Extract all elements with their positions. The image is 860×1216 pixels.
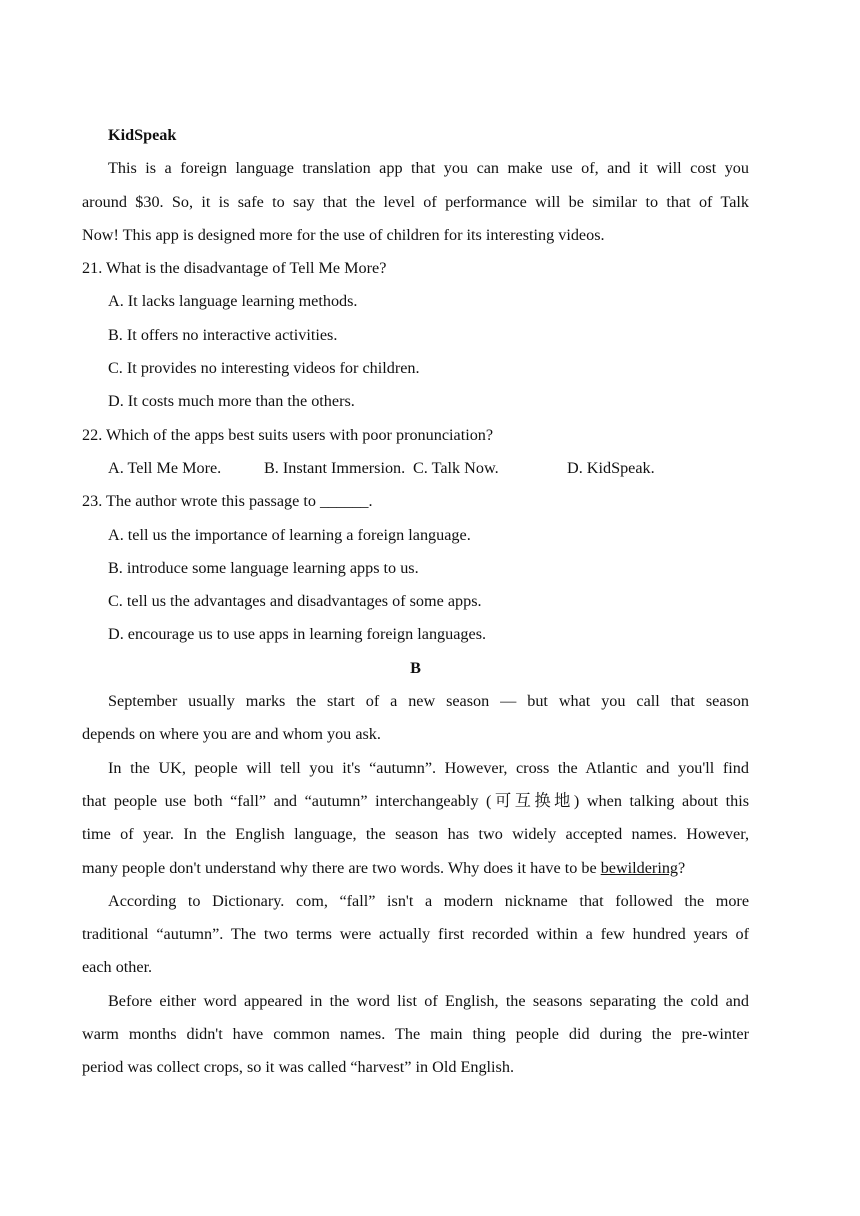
section-b-p4-line-1: Before either word appeared in the word list of English, the seasons separating the cold and [108,991,749,1010]
section-b-p3-line-2: traditional “autumn”. The two terms were actually first recorded within a few hundred years of [82,925,749,944]
section-b-p3-line-1: According to Dictionary. com, “fall” isn't a modern nickname that followed the more [108,891,749,910]
underlined-word-bewildering: bewildering [600,858,679,877]
question-22-option-b: B. Instant Immersion. [264,458,406,477]
question-21-stem: 21. What is the disadvantage of Tell Me More? [82,259,387,278]
section-b-p4-line-2: warm months didn't have common names. The main thing people did during the pre-winter [82,1025,749,1044]
section-b-p2-line-3: time of year. In the English language, the season has two widely accepted names. However, [82,825,749,844]
section-b-p1-line-2: depends on where you are and whom you ask. [82,725,381,744]
section-b-p2-line-4 [82,852,749,885]
question-21-option-b: B. It offers no interactive activities. [108,325,338,344]
kidspeak-para-line-3: Now! This app is designed more for the use of children for its interesting videos. [82,225,605,244]
page-content [82,119,749,1085]
question-23-option-b: B. introduce some language learning apps to us. [108,558,419,577]
section-b-p2-line-2: that people use both “fall” and “autumn” interchangeably (可互换地) when talking about this [82,791,749,810]
section-b-p2-line-1: In the UK, people will tell you it's “autumn”. However, cross the Atlantic and you'll find [108,758,749,777]
question-22-option-d: D. KidSpeak. [567,458,655,477]
question-22-option-c: C. Talk Now. [413,458,499,477]
question-22-options [82,452,749,485]
section-b-heading: B [410,658,421,677]
question-21-option-a: A. It lacks language learning methods. [108,292,358,311]
question-23-option-a: A. tell us the importance of learning a foreign language. [108,525,471,544]
section-b-p4-line-3: period was collect crops, so it was called “harvest” in Old English. [82,1058,514,1077]
kidspeak-title: KidSpeak [108,126,177,144]
section-b-p2-line-4-text: many people don't understand why there are two words. Why does it have to be [82,858,601,877]
question-21-option-d: D. It costs much more than the others. [108,392,355,411]
question-23-option-d: D. encourage us to use apps in learning foreign languages. [108,625,487,644]
kidspeak-para-line-2: around $30. So, it is safe to say that the level of performance will be similar to that of Talk [82,192,749,211]
question-22-stem: 22. Which of the apps best suits users with poor pronunciation? [82,425,494,444]
section-b-p1-line-1: September usually marks the start of a new season — but what you call that season [108,692,749,711]
question-23-stem: 23. The author wrote this passage to ______. [82,492,373,511]
question-21-option-c: C. It provides no interesting videos for children. [108,359,420,378]
kidspeak-para-line-1: This is a foreign language translation app that you can make use of, and it will cost you [108,159,749,178]
section-b-p3-line-3: each other. [82,958,153,977]
question-23-option-c: C. tell us the advantages and disadvantages of some apps. [108,592,482,611]
section-b-p2-line-4-end: ? [678,858,686,877]
question-22-option-a: A. Tell Me More. [108,458,222,477]
